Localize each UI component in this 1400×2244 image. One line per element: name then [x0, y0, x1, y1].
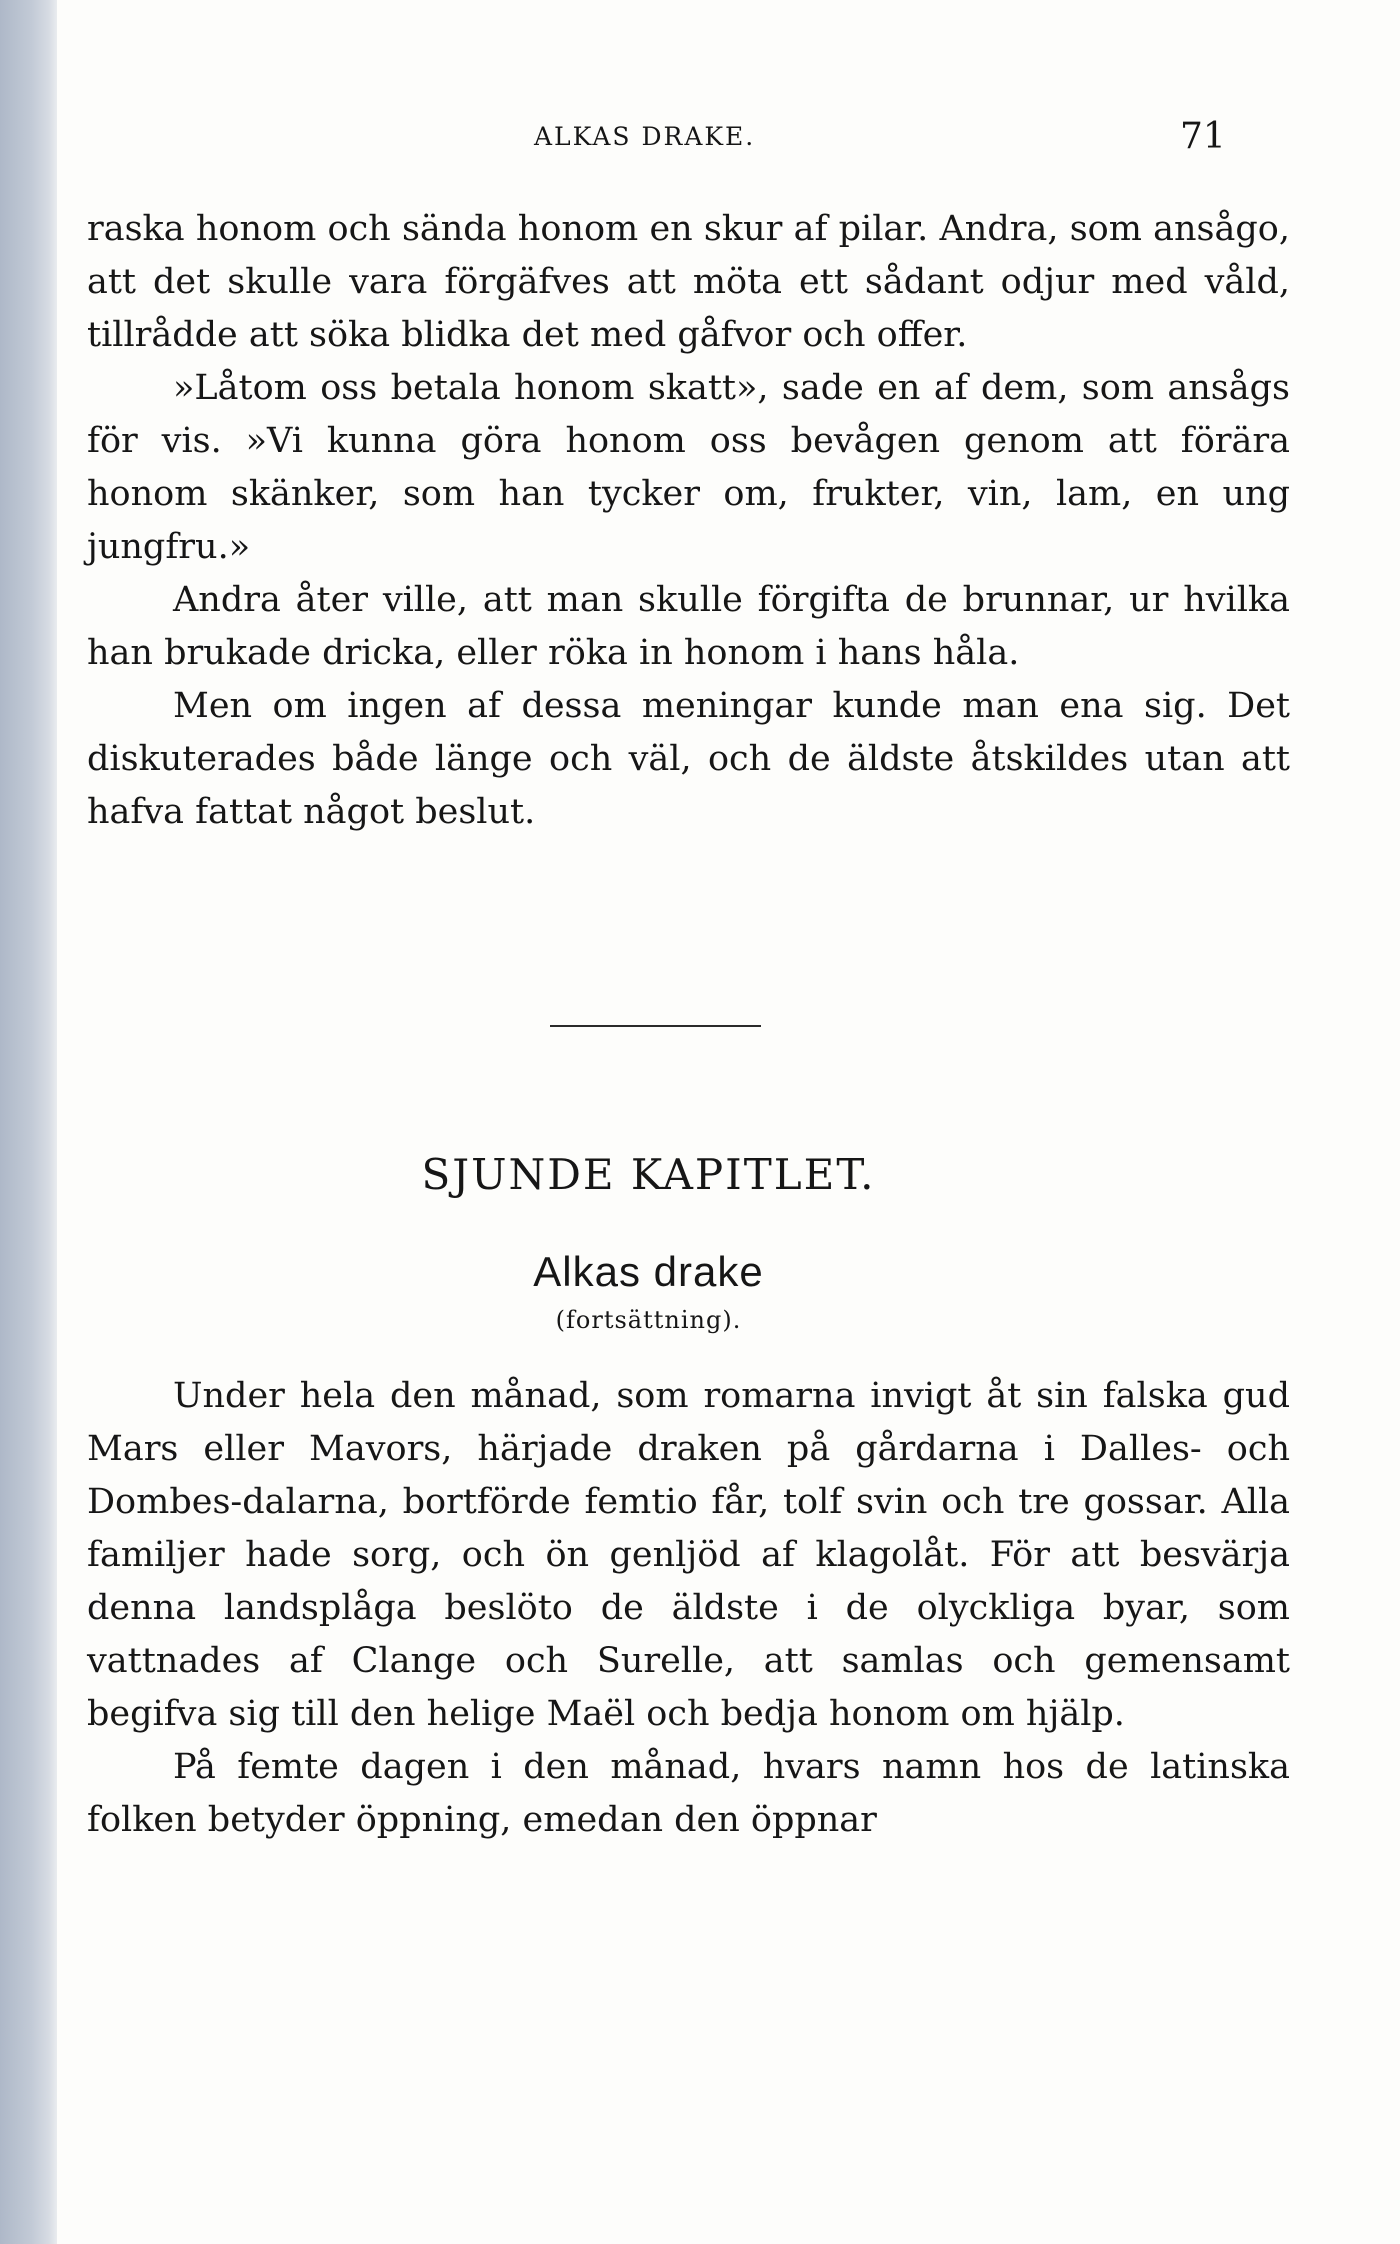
paragraph: raska honom och sända honom en skur af pilar. Andra, som ansågo, att det skulle vara förgäfves att möta ett sådant odjur med våld, tillrådde att söka blidka det med gåfvor och offer.: [87, 209, 1290, 355]
paragraph: På femte dagen i den månad, hvars namn hos de latinska folken betyder öppning, emedan den öppnar: [87, 1747, 1290, 1840]
paragraph: »Låtom oss betala honom skatt», sade en af dem, som ansågs för vis. »Vi kunna göra honom oss bevågen genom att förära honom skänker, som han tycker om, frukter, vin, lam, en ung jungfru.»: [87, 368, 1290, 567]
text-block-top: [87, 203, 1290, 839]
paragraph: Andra åter ville, att man skulle förgifta de brunnar, ur hvilka han brukade dricka, eller röka in honom i hans håla.: [87, 580, 1290, 673]
paragraph: Under hela den månad, som romarna invigt åt sin falska gud Mars eller Mavors, härjade draken på gårdarna i Dalles- och Dombes-dalarna, bortförde femtio får, tolf svin och tre gossar. Alla familjer hade sorg, och ön genljöd af klagolåt. För att besvärja denna landsplåga beslöto de äldste i de olyckliga byar, som vattnades af Clange och Surelle, att samlas och gemensamt begifva sig till den helige Maël och bedja honom om hjälp.: [87, 1376, 1290, 1734]
chapter-subtitle: Alkas drake: [533, 1248, 764, 1295]
page-number: 71: [1180, 116, 1226, 157]
book-page: [57, 0, 1400, 2244]
running-head: ALKAS DRAKE.: [534, 122, 756, 151]
text-block-bottom: [87, 1370, 1290, 1847]
section-divider: [550, 1025, 761, 1027]
chapter-note: (fortsättning).: [555, 1306, 742, 1334]
chapter-title: SJUNDE KAPITLET.: [421, 1150, 876, 1199]
paragraph: Men om ingen af dessa meningar kunde man ena sig. Det diskuterades både länge och väl, och de äldste åtskildes utan att hafva fattat något beslut.: [87, 686, 1290, 832]
scan-margin: [0, 0, 57, 2244]
